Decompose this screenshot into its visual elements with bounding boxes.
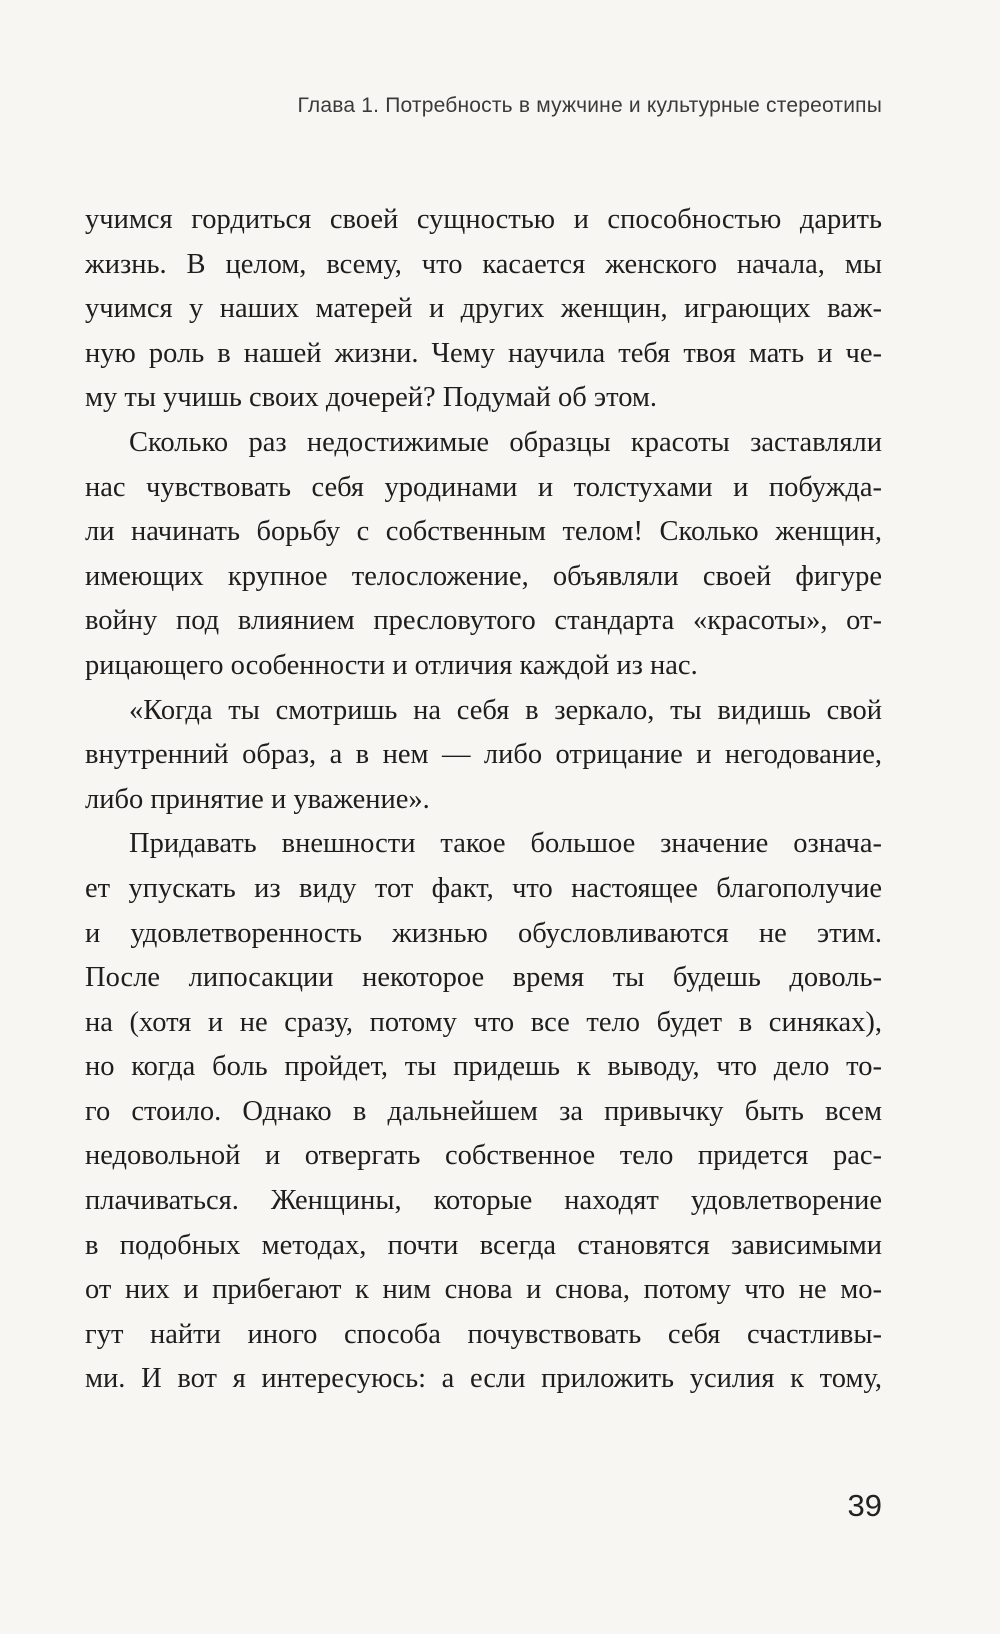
- text-line: ет упускать из виду тот факт, что настоящее благополучие: [85, 872, 882, 904]
- text-line: нас чувствовать себя уродинами и толстухами и побужда-: [85, 471, 882, 503]
- text-line: и удовлетворенность жизнью обусловливаются не этим.: [85, 917, 882, 949]
- text-line: го стоило. Однако в дальнейшем за привычку быть всем: [85, 1095, 882, 1127]
- text-line: в подобных методах, почти всегда становятся зависимыми: [85, 1229, 882, 1261]
- text-line: ли начинать борьбу с собственным телом! Сколько женщин,: [85, 516, 882, 548]
- text-line: войну под влиянием пресловутого стандарта «красоты», от-: [85, 605, 882, 637]
- body-text: [85, 198, 882, 1402]
- text-line: После липосакции некоторое время ты будешь доволь-: [85, 962, 882, 994]
- text-line: внутренний образ, а в нем — либо отрицание и негодование,: [85, 739, 882, 771]
- text-line: учимся гордиться своей сущностью и способностью дарить: [85, 204, 882, 235]
- paragraph-4: [85, 822, 882, 1402]
- text-line: учимся у наших матерей и других женщин, играющих важ-: [85, 293, 882, 325]
- text-line: от них и прибегают к ним снова и снова, потому что не мо-: [85, 1274, 882, 1306]
- text-line: «Когда ты смотришь на себя в зеркало, ты видишь свой: [129, 694, 882, 726]
- text-line: ную роль в нашей жизни. Чему научила тебя твоя мать и че-: [85, 337, 882, 369]
- text-line: имеющих крупное телосложение, объявляли своей фигуре: [85, 560, 882, 592]
- text-line: ми. И вот я интересуюсь: а если приложить усилия к тому,: [85, 1363, 882, 1395]
- text-line: жизнь. В целом, всему, что касается женского начала, мы: [85, 248, 882, 280]
- paragraph-2: [85, 421, 882, 689]
- text-line: на (хотя и не сразу, потому что все тело будет в синяках),: [85, 1006, 882, 1038]
- text-line: но когда боль пройдет, ты придешь к выводу, что дело то-: [85, 1051, 882, 1083]
- text-line: недовольной и отвергать собственное тело придется рас-: [85, 1140, 882, 1172]
- text-line: Сколько раз недостижимые образцы красоты заставляли: [129, 426, 882, 458]
- text-line: му ты учишь своих дочерей? Подумай об этом.: [85, 382, 658, 414]
- page-number: 39: [847, 1488, 882, 1523]
- running-header: Глава 1. Потребность в мужчине и культурные стереотипы: [297, 94, 882, 117]
- text-line: Придавать внешности такое большое значение означа-: [129, 828, 882, 860]
- text-line: гут найти иного способа почувствовать себя счастливы-: [85, 1318, 882, 1350]
- paragraph-1: [85, 198, 882, 421]
- paragraph-3: [85, 689, 882, 823]
- text-line: плачиваться. Женщины, которые находят удовлетворение: [85, 1185, 882, 1217]
- text-line: либо принятие и уважение».: [85, 783, 430, 815]
- text-line: рицающего особенности и отличия каждой из нас.: [85, 649, 698, 681]
